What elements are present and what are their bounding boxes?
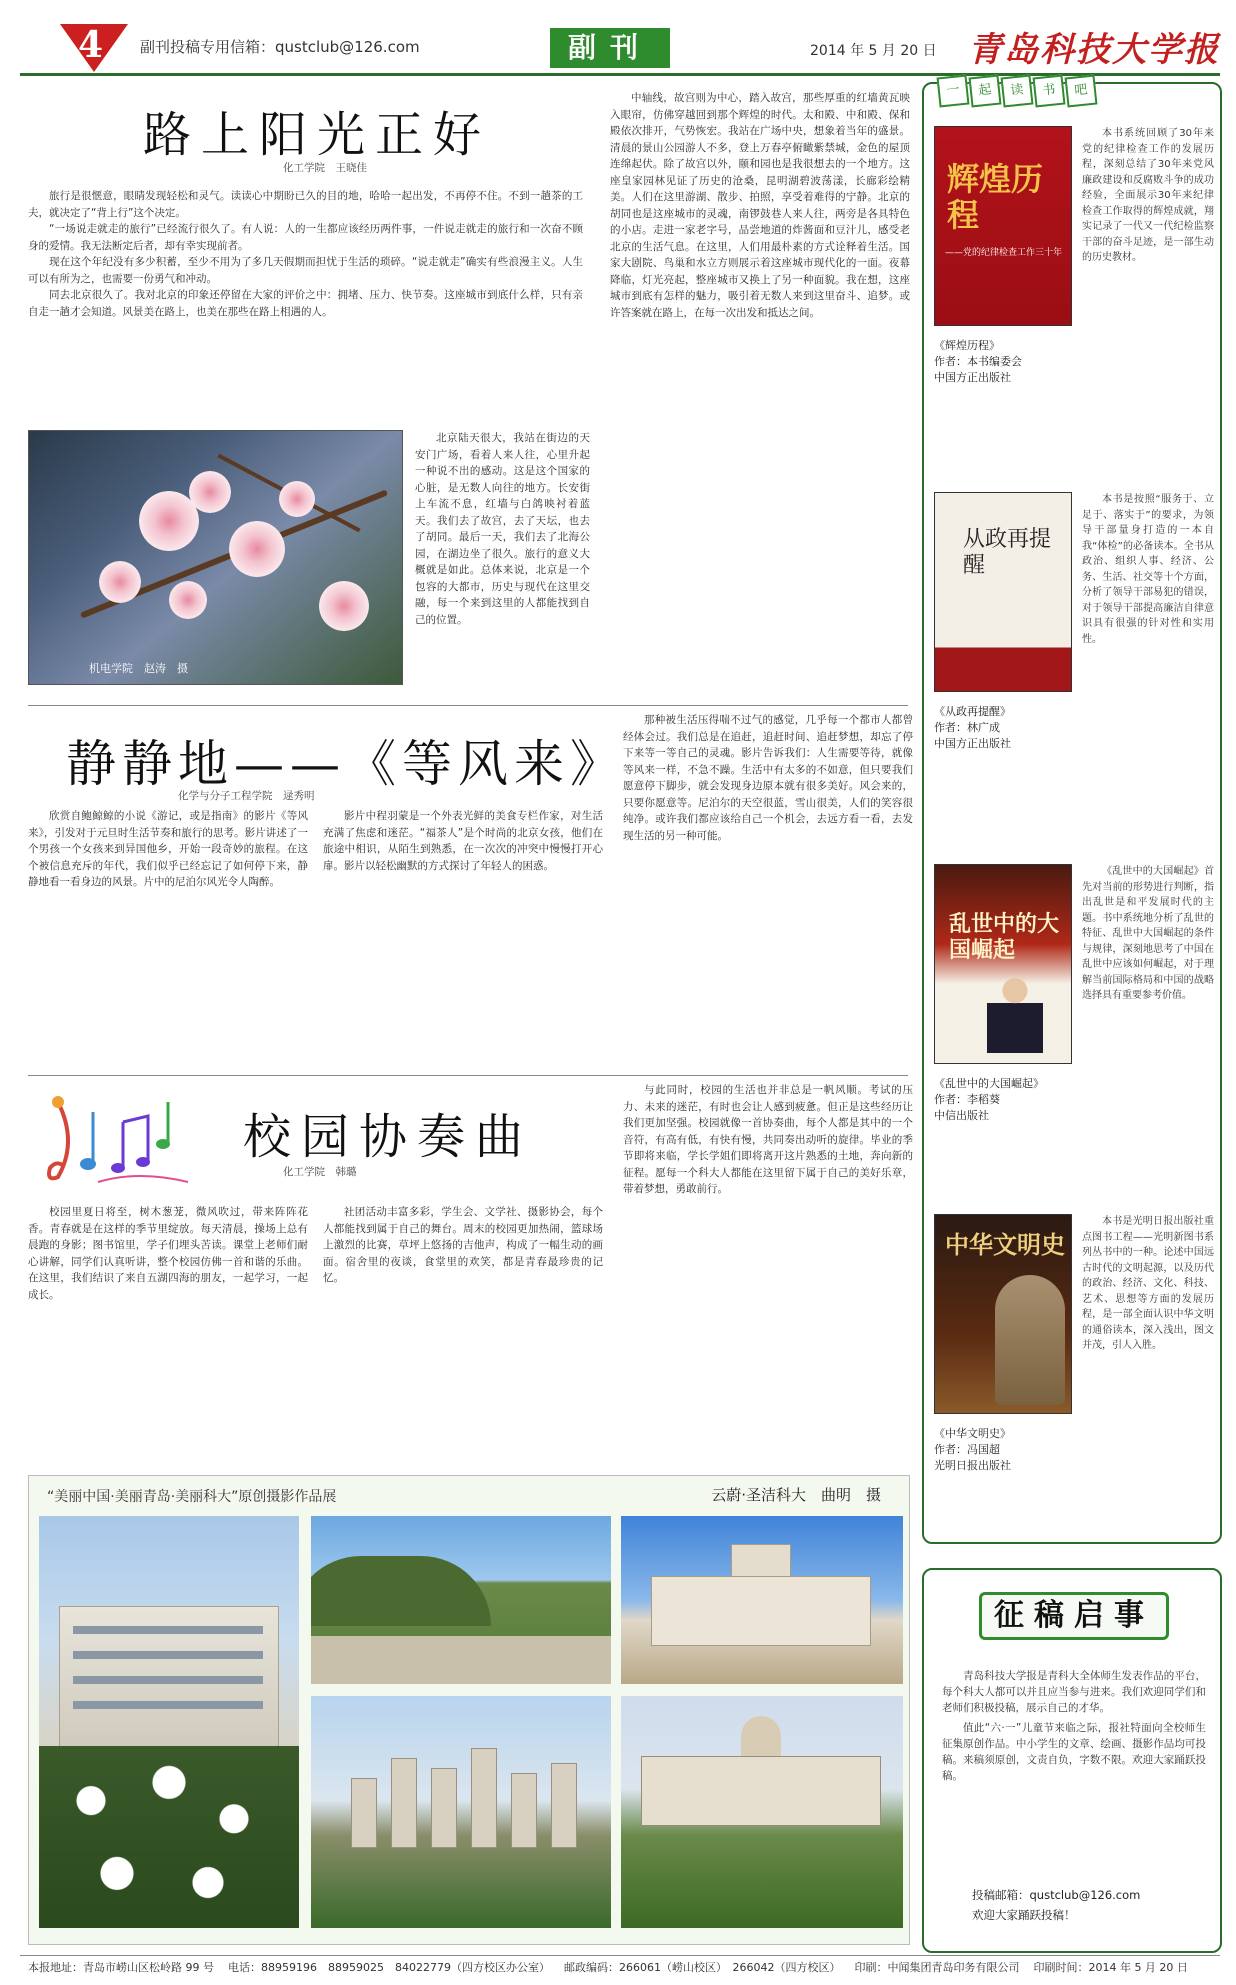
campus-photo-hillside [311, 1516, 611, 1684]
paragraph: 社团活动丰富多彩，学生会、文学社、摄影协会，每个人都能找到属于自己的舞台。周末的校园更加热闹，篮球场上激烈的比赛，草坪上悠扬的吉他声，构成了一幅生动的画面。宿舍里的夜谈，食堂里的欢笑，都是青春最珍贵的记忆。 [323, 1206, 603, 1284]
book-author: 作者：李稻葵 [934, 1093, 1000, 1106]
book-cover-title: 辉煌历程 [947, 160, 1044, 234]
paragraph: 那种被生活压得喘不过气的感觉，几乎每一个都市人都曾经体会过。我们总是在追赶，追赶时间、追赶梦想，却忘了停下来等一等自己的灵魂。影片告诉我们：人生需要等待，就像等风来一样，不急不躁。生活中有太多的不如意，但只要我们愿意停下脚步，就会发现身边原本就有很多美好。风会来的，只要你愿意等。尼泊尔的天空很蓝，雪山很美，人们的笑容很纯净。或许我们都应该给自己一个机会，去远方看一看，去发现生活的另一种可能。 [623, 714, 913, 842]
paragraph: 值此“六·一”儿童节来临之际，报社特面向全校师生征集原创作品。中小学生的文章、绘画、摄影作品均可投稿。来稿须原创，文责自负，字数不限。欢迎大家踊跃投稿。 [942, 1722, 1206, 1782]
paragraph: 现在这个年纪没有多少积蓄，至少不用为了多几天假期而担忧于生活的琐碎。“说走就走”确实有些浪漫主义。人生可以有所为之，也需要一份勇气和冲动。 [28, 256, 583, 285]
photo-exhibit [28, 1475, 910, 1945]
book-publisher: 中国方正出版社 [934, 737, 1011, 750]
article-campus [28, 1082, 913, 1462]
book-cover-title: 从政再提醒 [963, 527, 1052, 578]
campus-photo-main-building [621, 1516, 903, 1684]
header-char: 书 [1033, 75, 1066, 108]
book-meta [934, 1076, 1074, 1124]
sidebar-header [938, 76, 1096, 106]
call-closing: 欢迎大家踊跃投稿！ [972, 1908, 1076, 1922]
paragraph: 欣赏自鲍鲸鲸的小说《游记，或是指南》的影片《等风来》，引发对于元旦时生活节奏和旅行的思考。影片讲述了一个男孩一个女孩来到异国他乡，开始一段奇妙的旅程。在这个被信息充斥的年代，我们似乎已经忘记了如何停下来，静静地看一看身边的风景。片中的尼泊尔风光令人陶醉。 [28, 810, 308, 888]
footer-postcode: 邮政编码：266061（崂山校区） 266042（四方校区） [563, 1960, 841, 1974]
article-title: 静静地——《等风来》 [66, 735, 626, 793]
article-title: 路上阳光正好 [143, 107, 492, 163]
book-cover-subtitle: ——党的纪律检查工作三十年 [945, 248, 1063, 258]
article-title: 校园协奏曲 [243, 1109, 534, 1165]
author-portrait [987, 973, 1043, 1053]
header-char: 起 [969, 75, 1002, 108]
paragraph: 中轴线，故宫则为中心，踏入故宫，那些厚重的红墙黄瓦映入眼帘，仿佛穿越回到那个辉煌的时代。太和殿、中和殿、保和殿依次排开，气势恢宏。我站在广场中央，想象着当年的盛景。清晨的景山公园游人不多，登上万春亭俯瞰紫禁城，金色的屋顶连绵起伏。除了故宫以外，颐和园也是我很想去的一个地方。这座皇家园林见证了历史的沧桑，昆明湖碧波荡漾，长廊彩绘精美。人们在这里游湖、散步、拍照，享受着难得的宁静。北京的胡同也是这座城市的灵魂，南锣鼓巷人来人往，两旁是各具特色的小店。走进一家老字号，品尝地道的炸酱面和豆汁儿，感受老北京的生活气息。在这里，人们用最朴素的方式诠释着生活。国家大剧院、鸟巢和水立方则展示着这座城市现代化的一面。夜幕降临，灯光亮起，整座城市又换上了另一种面貌。我在想，这座城市到底有怎样的魅力，吸引着无数人来到这里奋斗、追梦。或许答案就在路上，在每一次出发和抵达之间。 [610, 92, 910, 319]
music-notes-icon [38, 1082, 198, 1192]
paragraph: 与此同时，校园的生活也并非总是一帆风顺。考试的压力、未来的迷茫，有时也会让人感到疲惫。但正是这些经历让我们更加坚强。校园就像一首协奏曲，每个人都是其中的一个音符，有高有低，有快有慢，共同奏出动听的旋律。毕业的季节即将来临，学长学姐们即将离开这片熟悉的土地，奔向新的征程。愿每一个科大人都能在这里留下属于自己的美好乐章，带着梦想，勇敢前行。 [623, 1084, 913, 1195]
book-cover-title: 中华文明史 [945, 1230, 1065, 1259]
book-cover [934, 864, 1072, 1064]
article-film-review [28, 712, 913, 1072]
call-for-papers [922, 1568, 1222, 1953]
paragraph: 青岛科技大学报是青科大全体师生发表作品的平台，每个科大人都可以并且应当参与进来。我们欢迎同学们和老师们积极投稿，展示自己的才华。 [942, 1670, 1206, 1714]
footer-address: 本报地址：青岛市崂山区松岭路 99 号 [28, 1960, 214, 1974]
page-footer [20, 1955, 1220, 1977]
footer-phone: 电话：88959196 88959025 84022779（四方校区办公室） [228, 1960, 550, 1974]
page-number: 4 [78, 24, 104, 66]
book-title: 《乱世中的大国崛起》 [934, 1077, 1044, 1090]
book-cover [934, 492, 1072, 692]
article-body [28, 188, 583, 320]
book-item [934, 492, 1214, 802]
book-blurb: 本书是光明日报出版社重点图书工程——光明新图书系列丛书中的一种。论述中国远古时代的文明起源，以及历代的政治、经济、文化、科技、艺术、思想等方面的发展历程，是一部全面认识中华文明的通俗读本，深入浅出，图文并茂，引人入胜。 [1082, 1216, 1214, 1351]
book-title: 《中华文明史》 [934, 1427, 1011, 1440]
paragraph: 影片中程羽蒙是一个外表光鲜的美食专栏作家，对生活充满了焦虑和迷茫。“福茶人”是个时尚的北京女孩，他们在旅途中相识，从陌生到熟悉，在一次次的冲突中慢慢打开心扉。影片以轻松幽默的方式探讨了年轻人的困惑。 [323, 810, 603, 872]
paragraph: 北京陆天很大，我站在街边的天安门广场，看着人来人往，心里升起一种说不出的感动。这是这个国家的心脏，是无数人向往的地方。长安街上车流不息，红墙与白鸽映衬着蓝天。我们去了故宫，去了天坛，也去了胡同。最后一天，我们去了北海公园，在湖边坐了很久。旅行的意义大概就是如此。总体来说，北京是一个包容的大都市，历史与现代在这里交融，每一个来到这里的人都能找到自己的位置。 [415, 432, 590, 626]
book-item [934, 126, 1214, 436]
page-header [20, 18, 1220, 76]
issue-date: 2014 年 5 月 20 日 [810, 43, 937, 59]
contribution-email: 副刊投稿专用信箱：qustclub@126.com [140, 38, 420, 56]
book-title: 《辉煌历程》 [934, 339, 1000, 352]
book-author: 作者：林广成 [934, 721, 1000, 734]
call-body [942, 1668, 1206, 1784]
header-char: 读 [1001, 75, 1034, 108]
header-char: 吧 [1065, 75, 1098, 108]
campus-photo-hall-garden [621, 1696, 903, 1928]
section-badge: 副刊 [550, 28, 670, 68]
book-cover [934, 126, 1072, 326]
paragraph: “一场说走就走的旅行”已经流行很久了。有人说：人的一生都应该经历两件事，一件说走就走的旅行和一次奋不顾身的爱情。我无法断定后者，却有幸实现前者。 [28, 223, 583, 252]
call-title: 征稿启事 [979, 1592, 1169, 1640]
article-byline: 化工学院 王晓佳 [283, 162, 367, 174]
footer-printer: 印刷：中闻集团青岛印务有限公司 [854, 1960, 1020, 1974]
book-item [934, 1214, 1214, 1524]
book-cover [934, 1214, 1072, 1414]
paragraph: 旅行是很惬意，眼睛发现轻松和灵气。读读心中期盼已久的目的地，哈哈一起出发，不再停不住。不到一趟茶的工夫，就决定了“背上行”这个决定。 [28, 190, 583, 219]
call-contact [972, 1885, 1140, 1925]
book-blurb: 本书系统回顾了30年来党的纪律检查工作的发展历程，深刻总结了30年来党风廉政建设和反腐败斗争的成功经验，全面展示30年来纪律检查工作取得的辉煌成就，翔实记录了一代又一代纪检监察干部的奋斗足迹，是一部生动的历史教材。 [1082, 128, 1214, 263]
book-blurb: 《乱世中的大国崛起》首先对当前的形势进行判断，指出乱世是和平发展时代的主题。书中系统地分析了乱世的特征、乱世中大国崛起的条件与规律，深刻地思考了中国在乱世中应该如何崛起，对于理解当前国际格局和中国的战略选择具有重要参考价值。 [1082, 866, 1214, 1001]
book-author: 作者：本书编委会 [934, 355, 1022, 368]
campus-photo-city-towers [311, 1696, 611, 1928]
article-sidecolumn [415, 430, 590, 628]
article-byline: 化工学院 韩璐 [283, 1166, 357, 1178]
article-continuation-column [610, 90, 910, 321]
book-blurb: 本书是按照“服务于、立足于、落实于”的要求，为领导干部量身打造的一本自我“体检”的必备读本。全书从政治、组织人事、经济、公务、生活、社交等十个方面，分析了领导干部易犯的错误，对于领导干部提高廉洁自律意识具有很强的针对性和实用性。 [1082, 494, 1214, 645]
footer-print-date: 印刷时间：2014 年 5 月 20 日 [1033, 1960, 1188, 1974]
book-meta [934, 338, 1074, 386]
divider [28, 1075, 908, 1076]
paragraph: 校园里夏日将至，树木葱茏，微风吹过，带来阵阵花香。青春就是在这样的季节里绽放。每天清晨，操场上总有晨跑的身影；图书馆里，学子们埋头苦读。课堂上老师们耐心讲解，同学们认真听讲，整个校园仿佛一首和谐的乐曲。在这里，我们结识了来自五湖四海的朋友，一起学习，一起成长。 [28, 1206, 308, 1301]
campus-photo-blossom-building [39, 1516, 299, 1928]
photo-caption: 机电学院 赵涛 摄 [89, 662, 188, 675]
divider [28, 705, 908, 706]
exhibit-title: “美丽中国·美丽青岛·美丽科大”原创摄影作品展 [47, 1489, 337, 1505]
exhibit-credit: 云蔚·圣洁科大 曲明 摄 [711, 1486, 881, 1504]
page-number-badge [20, 24, 140, 68]
terracotta-warrior-image [995, 1275, 1065, 1405]
masthead-logo: 青岛科技大学报 [968, 30, 1220, 70]
book-cover-title: 乱世中的大国崛起 [949, 911, 1060, 963]
book-author: 作者：冯国超 [934, 1443, 1000, 1456]
contribution-email-link[interactable]: 投稿邮箱：qustclub@126.com [972, 1888, 1141, 1902]
book-item [934, 864, 1214, 1174]
book-publisher: 光明日报出版社 [934, 1459, 1011, 1472]
paragraph: 同去北京很久了。我对北京的印象还停留在大家的评价之中：拥堵、压力、快节奏。这座城市到底什么样，只有亲自走一趟才会知道。风景美在路上，也美在那些在路上相遇的人。 [28, 289, 583, 318]
book-publisher: 中国方正出版社 [934, 371, 1011, 384]
book-meta [934, 1426, 1074, 1474]
book-publisher: 中信出版社 [934, 1109, 989, 1122]
book-sidebar [922, 82, 1222, 1544]
article-byline: 化学与分子工程学院 逯秀明 [178, 790, 315, 802]
book-title: 《从政再提醒》 [934, 705, 1011, 718]
header-char: 一 [937, 75, 970, 108]
blossom-photo [28, 430, 403, 685]
book-meta [934, 704, 1074, 752]
